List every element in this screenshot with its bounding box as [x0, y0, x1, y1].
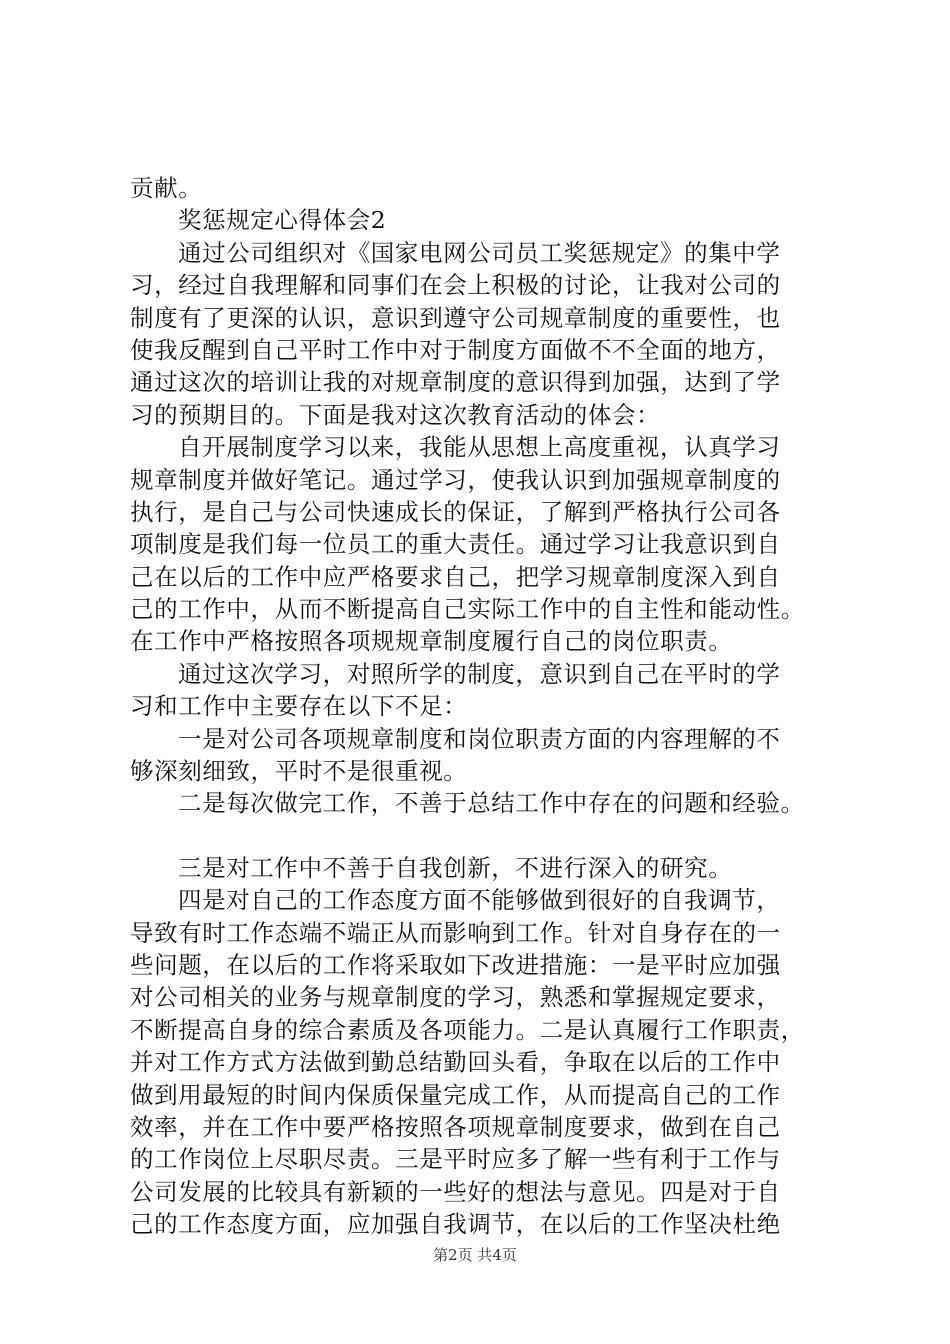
text-line: 规章制度并做好笔记。通过学习，使我认识到加强规章制度的	[130, 465, 781, 494]
text-line: 的工作岗位上尽职尽责。三是平时应多了解一些有利于工作与	[130, 1145, 781, 1174]
text-line: 贡献。	[130, 174, 203, 202]
text-line: 己的工作态度方面，应加强自我调节，在以后的工作坚决杜绝	[130, 1210, 781, 1239]
text-line: 二是每次做完工作，不善于总结工作中存在的问题和经验。	[178, 789, 805, 818]
text-line: 不断提高自身的综合素质及各项能力。二是认真履行工作职责，	[130, 1015, 805, 1044]
text-line: 通过这次学习，对照所学的制度，意识到自己在平时的学	[178, 659, 781, 688]
text-line: 效率，并在工作中要严格按照各项规章制度要求，做到在自己	[130, 1112, 781, 1141]
section-heading: 奖惩规定心得体会2	[178, 206, 387, 235]
text-line: 己的工作中，从而不断提高自己实际工作中的自主性和能动性。	[130, 595, 805, 624]
text-line: 习和工作中主要存在以下不足：	[130, 692, 468, 721]
text-line: 导致有时工作态端不端正从而影响到工作。针对自身存在的一	[130, 918, 781, 947]
page-footer: 第2页 共4页	[433, 1246, 517, 1264]
text-line: 些问题，在以后的工作将采取如下改进措施：一是平时应加强	[130, 950, 781, 979]
text-line: 一是对公司各项规章制度和岗位职责方面的内容理解的不	[178, 724, 781, 753]
text-line: 三是对工作中不善于自我创新，不进行深入的研究。	[178, 853, 733, 882]
text-line: 在工作中严格按照各项规规章制度履行自己的岗位职责。	[130, 627, 733, 656]
text-line: 自开展制度学习以来，我能从思想上高度重视，认真学习	[178, 433, 781, 462]
text-line: 己在以后的工作中应严格要求自己，把学习规章制度深入到自	[130, 562, 781, 591]
text-line: 习的预期目的。下面是我对这次教育活动的体会：	[130, 400, 661, 429]
text-line: 执行，是自己与公司快速成长的保证，了解到严格执行公司各	[130, 497, 781, 526]
text-line: 公司发展的比较具有新颖的一些好的想法与意见。四是对于自	[130, 1177, 781, 1206]
text-line: 习，经过自我理解和同事们在会上积极的讨论，让我对公司的	[130, 271, 781, 300]
text-line: 四是对自己的工作态度方面不能够做到很好的自我调节，	[178, 886, 781, 915]
text-line: 制度有了更深的认识，意识到遵守公司规章制度的重要性，也	[130, 303, 781, 332]
text-line: 够深刻细致，平时不是很重视。	[130, 757, 468, 786]
blank-line	[130, 820, 830, 852]
text-line: 做到用最短的时间内保质保量完成工作，从而提高自己的工作	[130, 1080, 781, 1109]
text-line: 通过这次的培训让我的对规章制度的意识得到加强，达到了学	[130, 368, 781, 397]
text-line: 通过公司组织对《国家电网公司员工奖惩规定》的集中学	[178, 238, 781, 267]
text-line: 使我反醒到自己平时工作中对于制度方面做不不全面的地方，	[130, 335, 781, 364]
text-line: 项制度是我们每一位员工的重大责任。通过学习让我意识到自	[130, 530, 781, 559]
document-body	[130, 172, 830, 1241]
text-line: 对公司相关的业务与规章制度的学习，熟悉和掌握规定要求，	[130, 983, 781, 1012]
text-line: 并对工作方式方法做到勤总结勤回头看，争取在以后的工作中	[130, 1048, 781, 1077]
